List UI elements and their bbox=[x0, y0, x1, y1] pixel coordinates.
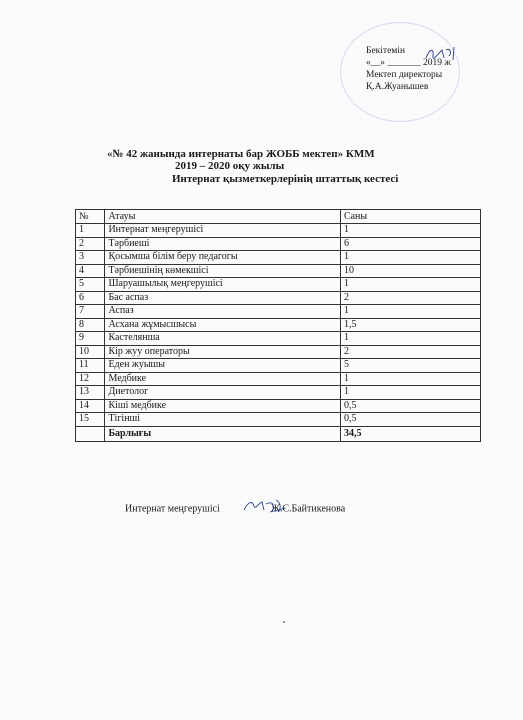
row-number: 10 bbox=[76, 345, 105, 359]
row-quantity: 1 bbox=[340, 251, 480, 265]
page-speck bbox=[283, 621, 285, 623]
table-row bbox=[76, 345, 481, 359]
document-title-line3: Интернат қызметкерлерінің штаттық кестесі bbox=[172, 173, 399, 185]
row-number: 15 bbox=[76, 413, 105, 427]
table-row bbox=[76, 291, 481, 305]
row-number: 5 bbox=[76, 278, 105, 292]
table-row bbox=[76, 318, 481, 332]
footer-signature-line bbox=[125, 502, 345, 516]
row-number: 4 bbox=[76, 264, 105, 278]
row-quantity: 1 bbox=[340, 305, 480, 319]
total-label: Барлығы bbox=[105, 426, 341, 441]
row-name: Асхана жұмысшысы bbox=[105, 318, 341, 332]
row-name: Медбике bbox=[105, 372, 341, 386]
row-quantity: 2 bbox=[340, 291, 480, 305]
row-name: Тәрбиеші bbox=[105, 237, 341, 251]
table-row bbox=[76, 413, 481, 427]
row-quantity: 1,5 bbox=[340, 318, 480, 332]
header-number: № bbox=[76, 210, 105, 224]
row-quantity: 2 bbox=[340, 345, 480, 359]
row-number: 3 bbox=[76, 251, 105, 265]
director-signature bbox=[424, 44, 464, 64]
staff-table bbox=[75, 209, 481, 442]
row-number: 2 bbox=[76, 237, 105, 251]
table-row bbox=[76, 224, 481, 238]
header-name: Атауы bbox=[105, 210, 341, 224]
row-name: Аспаз bbox=[105, 305, 341, 319]
row-quantity: 1 bbox=[340, 278, 480, 292]
row-number: 13 bbox=[76, 386, 105, 400]
row-number: 11 bbox=[76, 359, 105, 373]
document-title-line1: «№ 42 жанында интернаты бар ЖОББ мектеп» КММ bbox=[107, 148, 375, 160]
total-quantity: 34,5 bbox=[340, 426, 480, 441]
document-title-line2: 2019 – 2020 оқу жылы bbox=[175, 160, 285, 172]
row-quantity: 1 bbox=[340, 372, 480, 386]
row-name: Шаруашылық меңгерушісі bbox=[105, 278, 341, 292]
table-row bbox=[76, 372, 481, 386]
table-row bbox=[76, 278, 481, 292]
row-name: Бас аспаз bbox=[105, 291, 341, 305]
approval-name: Қ.А.Жуанышев bbox=[366, 82, 429, 92]
footer-name: Ж.С.Байтикенова bbox=[270, 503, 346, 515]
row-number: 6 bbox=[76, 291, 105, 305]
row-quantity: 1 bbox=[340, 332, 480, 346]
row-number: 1 bbox=[76, 224, 105, 238]
table-row bbox=[76, 332, 481, 346]
row-name: Тігінші bbox=[105, 413, 341, 427]
manager-signature bbox=[240, 496, 290, 516]
row-name: Қосымша білім беру педагогы bbox=[105, 251, 341, 265]
approval-date: «__» _______ 2019 ж bbox=[366, 58, 451, 68]
row-name: Диетолог bbox=[105, 386, 341, 400]
table-row bbox=[76, 264, 481, 278]
row-quantity: 10 bbox=[340, 264, 480, 278]
row-name: Кіші медбике bbox=[105, 399, 341, 413]
table-row bbox=[76, 359, 481, 373]
row-number: 14 bbox=[76, 399, 105, 413]
total-empty-cell bbox=[76, 426, 105, 441]
row-quantity: 1 bbox=[340, 386, 480, 400]
table-row bbox=[76, 399, 481, 413]
table-row bbox=[76, 305, 481, 319]
row-name: Интернат меңгерушісі bbox=[105, 224, 341, 238]
row-number: 12 bbox=[76, 372, 105, 386]
table-row bbox=[76, 386, 481, 400]
header-quantity: Саны bbox=[340, 210, 480, 224]
row-name: Тәрбиешінің көмекшісі bbox=[105, 264, 341, 278]
row-quantity: 0,5 bbox=[340, 413, 480, 427]
approval-label: Бекітемін bbox=[366, 46, 406, 56]
table-row bbox=[76, 251, 481, 265]
row-name: Еден жуышы bbox=[105, 359, 341, 373]
table-header-row bbox=[76, 210, 481, 224]
row-number: 8 bbox=[76, 318, 105, 332]
row-quantity: 5 bbox=[340, 359, 480, 373]
row-name: Кастелянша bbox=[105, 332, 341, 346]
row-name: Кір жуу операторы bbox=[105, 345, 341, 359]
row-quantity: 0,5 bbox=[340, 399, 480, 413]
row-number: 7 bbox=[76, 305, 105, 319]
approval-position: Мектеп директоры bbox=[366, 70, 443, 80]
row-quantity: 1 bbox=[340, 224, 480, 238]
table-row bbox=[76, 237, 481, 251]
total-row bbox=[76, 426, 481, 441]
footer-position: Интернат меңгерушісі bbox=[125, 503, 220, 515]
row-number: 9 bbox=[76, 332, 105, 346]
row-quantity: 6 bbox=[340, 237, 480, 251]
